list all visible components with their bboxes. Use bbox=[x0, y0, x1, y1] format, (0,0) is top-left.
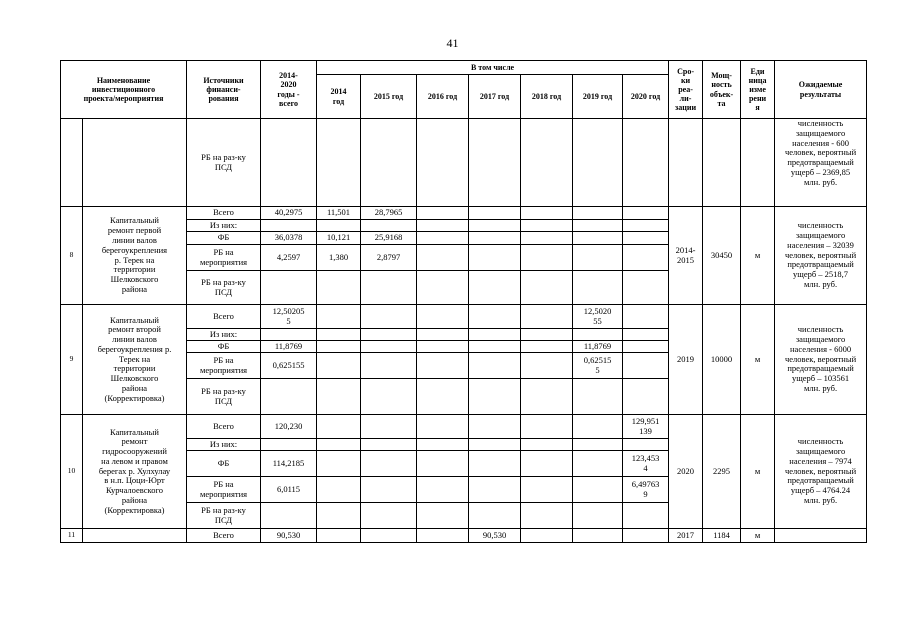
year-value bbox=[361, 379, 417, 415]
year-value bbox=[417, 529, 469, 543]
year-value bbox=[521, 271, 573, 305]
year-value bbox=[317, 341, 361, 353]
unit: м bbox=[741, 415, 775, 529]
year-value bbox=[417, 415, 469, 439]
year-value bbox=[521, 451, 573, 477]
total-value: 90,530 bbox=[261, 529, 317, 543]
year-value bbox=[417, 439, 469, 451]
funding-source: Из них: bbox=[187, 220, 261, 232]
funding-source: РБ на раз-ку ПСД bbox=[187, 503, 261, 529]
total-value: 114,2185 bbox=[261, 451, 317, 477]
header-year-2020: 2020 год bbox=[623, 75, 669, 119]
total-value: 6,0115 bbox=[261, 477, 317, 503]
year-value bbox=[361, 271, 417, 305]
year-value bbox=[317, 503, 361, 529]
project-name bbox=[83, 119, 187, 207]
year-value bbox=[521, 245, 573, 271]
year-value bbox=[521, 415, 573, 439]
year-value bbox=[469, 379, 521, 415]
year-value bbox=[469, 341, 521, 353]
unit: м bbox=[741, 207, 775, 305]
unit: м bbox=[741, 529, 775, 543]
unit: м bbox=[741, 305, 775, 415]
year-value bbox=[623, 271, 669, 305]
total-value: 120,230 bbox=[261, 415, 317, 439]
year-value bbox=[521, 341, 573, 353]
year-value bbox=[317, 415, 361, 439]
year-value bbox=[317, 379, 361, 415]
year-value bbox=[417, 353, 469, 379]
header-in-that: В том числе bbox=[317, 61, 669, 75]
total-value bbox=[261, 220, 317, 232]
year-value bbox=[521, 477, 573, 503]
year-value bbox=[573, 477, 623, 503]
funding-source: Из них: bbox=[187, 329, 261, 341]
header-year-2014: 2014 год bbox=[317, 75, 361, 119]
year-value bbox=[361, 341, 417, 353]
project-name: Капитальный ремонт второй линии валов берегоукрепления р. Терек на территории Шелковского района (Корректировка) bbox=[83, 305, 187, 415]
funding-source: РБ на раз-ку ПСД bbox=[187, 379, 261, 415]
year-value bbox=[623, 379, 669, 415]
year-value bbox=[573, 439, 623, 451]
expected-results: численность защищаемого населения – 7974 человек, вероятный предотвращаемый ущерб – 4764.24 млн. руб. bbox=[775, 415, 867, 529]
header-unit: Еди ница изме рени я bbox=[741, 61, 775, 119]
year-value bbox=[469, 353, 521, 379]
year-value: 28,7965 bbox=[361, 207, 417, 220]
year-value: 90,530 bbox=[469, 529, 521, 543]
year-value bbox=[417, 503, 469, 529]
project-name: Капитальный ремонт гидросооружений на левом и правом берегах р. Хулхулау в н.п. Цоци-Юрт Курчалоевского района (Корректировка) bbox=[83, 415, 187, 529]
year-value bbox=[573, 271, 623, 305]
year-value bbox=[361, 353, 417, 379]
year-value bbox=[317, 220, 361, 232]
year-value bbox=[623, 220, 669, 232]
row-number: 10 bbox=[61, 415, 83, 529]
year-value: 129,951 139 bbox=[623, 415, 669, 439]
expected-results: численность защищаемого населения – 32039 человек, вероятный предотвращаемый ущерб – 2518,7 млн. руб. bbox=[775, 207, 867, 305]
row-number: 8 bbox=[61, 207, 83, 305]
total-value bbox=[261, 271, 317, 305]
year-value bbox=[623, 341, 669, 353]
year-value: 10,121 bbox=[317, 232, 361, 245]
year-value bbox=[361, 529, 417, 543]
year-value: 6,49763 9 bbox=[623, 477, 669, 503]
total-value: 0,625155 bbox=[261, 353, 317, 379]
header-total: 2014- 2020 годы - всего bbox=[261, 61, 317, 119]
year-value bbox=[521, 503, 573, 529]
year-value bbox=[361, 451, 417, 477]
header-terms: Сро- ки реа- ли- зации bbox=[669, 61, 703, 119]
year-value: 1,380 bbox=[317, 245, 361, 271]
capacity: 30450 bbox=[703, 207, 741, 305]
year-value: 0,62515 5 bbox=[573, 353, 623, 379]
header-results: Ожидаемые результаты bbox=[775, 61, 867, 119]
year-value: 12,5020 55 bbox=[573, 305, 623, 329]
year-value bbox=[623, 529, 669, 543]
expected-results bbox=[775, 529, 867, 543]
funding-source: ФБ bbox=[187, 451, 261, 477]
row-number: 11 bbox=[61, 529, 83, 543]
year-value bbox=[623, 305, 669, 329]
year-value bbox=[469, 220, 521, 232]
year-value bbox=[317, 271, 361, 305]
year-value bbox=[317, 439, 361, 451]
year-value bbox=[469, 329, 521, 341]
year-value bbox=[469, 271, 521, 305]
year-value bbox=[469, 207, 521, 220]
year-value bbox=[521, 379, 573, 415]
year-value bbox=[317, 353, 361, 379]
project-name bbox=[83, 529, 187, 543]
year-value bbox=[573, 329, 623, 341]
table-row bbox=[61, 119, 867, 207]
year-value bbox=[317, 329, 361, 341]
year-value bbox=[417, 329, 469, 341]
total-value: 40,2975 bbox=[261, 207, 317, 220]
implementation-term: 2017 bbox=[669, 529, 703, 543]
year-value bbox=[573, 379, 623, 415]
header-sources: Источники финанси- рования bbox=[187, 61, 261, 119]
investment-table bbox=[60, 60, 867, 543]
total-value bbox=[261, 379, 317, 415]
funding-source: РБ на мероприятия bbox=[187, 353, 261, 379]
total-value: 12,50205 5 bbox=[261, 305, 317, 329]
funding-source: РБ на раз-ку ПСД bbox=[187, 271, 261, 305]
year-value bbox=[469, 503, 521, 529]
year-value bbox=[573, 245, 623, 271]
capacity: 1184 bbox=[703, 529, 741, 543]
year-value: 25,9168 bbox=[361, 232, 417, 245]
total-value: 4,2597 bbox=[261, 245, 317, 271]
year-value: 123,453 4 bbox=[623, 451, 669, 477]
table-row bbox=[61, 305, 867, 329]
year-value bbox=[623, 439, 669, 451]
year-value bbox=[361, 329, 417, 341]
year-value bbox=[417, 451, 469, 477]
year-value bbox=[417, 379, 469, 415]
year-value bbox=[317, 477, 361, 503]
year-value bbox=[469, 439, 521, 451]
year-value bbox=[361, 305, 417, 329]
row-number bbox=[61, 119, 83, 207]
funding-source: Всего bbox=[187, 207, 261, 220]
year-value bbox=[469, 232, 521, 245]
year-value bbox=[469, 477, 521, 503]
year-value bbox=[573, 529, 623, 543]
year-value bbox=[469, 305, 521, 329]
year-value bbox=[521, 529, 573, 543]
year-value bbox=[417, 271, 469, 305]
year-value bbox=[317, 451, 361, 477]
year-value bbox=[573, 415, 623, 439]
header-year-2016: 2016 год bbox=[417, 75, 469, 119]
funding-source: ФБ bbox=[187, 232, 261, 245]
funding-source: РБ на раз-ку ПСД bbox=[187, 119, 261, 207]
table-row bbox=[61, 529, 867, 543]
total-value bbox=[261, 329, 317, 341]
year-value bbox=[417, 220, 469, 232]
expected-results: численность защищаемого населения - 6000 человек, вероятный предотвращаемый ущерб – 103561 млн. руб. bbox=[775, 305, 867, 415]
expected-results: численность защищаемого населения - 600 человек, вероятный предотвращаемый ущерб – 2369,85 млн. руб. bbox=[775, 119, 867, 207]
year-value bbox=[417, 305, 469, 329]
table-row bbox=[61, 207, 867, 220]
year-value bbox=[361, 503, 417, 529]
total-value: 11,8769 bbox=[261, 341, 317, 353]
project-name: Капитальный ремонт первой линии валов берегоукрепления р. Терек на территории Шелковского района bbox=[83, 207, 187, 305]
year-value bbox=[623, 353, 669, 379]
year-value bbox=[361, 415, 417, 439]
funding-source: ФБ bbox=[187, 341, 261, 353]
year-value bbox=[417, 232, 469, 245]
header-year-2018: 2018 год bbox=[521, 75, 573, 119]
year-value bbox=[469, 415, 521, 439]
header-year-2017: 2017 год bbox=[469, 75, 521, 119]
year-value bbox=[317, 305, 361, 329]
implementation-term: 2019 bbox=[669, 305, 703, 415]
year-value bbox=[573, 232, 623, 245]
year-value bbox=[361, 439, 417, 451]
header-name: Наименование инвестиционного проекта/мероприятия bbox=[61, 61, 187, 119]
funding-source: Из них: bbox=[187, 439, 261, 451]
year-value bbox=[361, 220, 417, 232]
table-row bbox=[61, 415, 867, 439]
funding-source: Всего bbox=[187, 305, 261, 329]
year-value bbox=[623, 329, 669, 341]
implementation-term: 2020 bbox=[669, 415, 703, 529]
year-value bbox=[623, 207, 669, 220]
year-value: 2,8797 bbox=[361, 245, 417, 271]
page-number: 41 bbox=[446, 36, 459, 50]
header-year-2015: 2015 год bbox=[361, 75, 417, 119]
year-value bbox=[521, 232, 573, 245]
year-value: 11,8769 bbox=[573, 341, 623, 353]
year-value bbox=[361, 477, 417, 503]
year-value bbox=[417, 477, 469, 503]
year-value bbox=[623, 232, 669, 245]
year-value bbox=[469, 451, 521, 477]
capacity: 10000 bbox=[703, 305, 741, 415]
total-value bbox=[261, 439, 317, 451]
total-value bbox=[261, 503, 317, 529]
year-value bbox=[623, 245, 669, 271]
year-value bbox=[573, 451, 623, 477]
capacity: 2295 bbox=[703, 415, 741, 529]
funding-source: Всего bbox=[187, 415, 261, 439]
year-value bbox=[469, 245, 521, 271]
year-value bbox=[417, 207, 469, 220]
row-number: 9 bbox=[61, 305, 83, 415]
year-value bbox=[417, 341, 469, 353]
year-value bbox=[521, 220, 573, 232]
year-value bbox=[521, 305, 573, 329]
year-value bbox=[623, 503, 669, 529]
implementation-term: 2014- 2015 bbox=[669, 207, 703, 305]
year-value bbox=[317, 529, 361, 543]
header-capacity: Мощ- ность объек- та bbox=[703, 61, 741, 119]
total-value: 36,0378 bbox=[261, 232, 317, 245]
header-year-2019: 2019 год bbox=[573, 75, 623, 119]
funding-source: Всего bbox=[187, 529, 261, 543]
funding-source: РБ на мероприятия bbox=[187, 245, 261, 271]
year-value bbox=[573, 207, 623, 220]
year-value bbox=[521, 207, 573, 220]
year-value: 11,501 bbox=[317, 207, 361, 220]
funding-source: РБ на мероприятия bbox=[187, 477, 261, 503]
year-value bbox=[573, 503, 623, 529]
year-value bbox=[521, 439, 573, 451]
year-value bbox=[521, 353, 573, 379]
year-value bbox=[417, 245, 469, 271]
year-value bbox=[573, 220, 623, 232]
year-value bbox=[521, 329, 573, 341]
